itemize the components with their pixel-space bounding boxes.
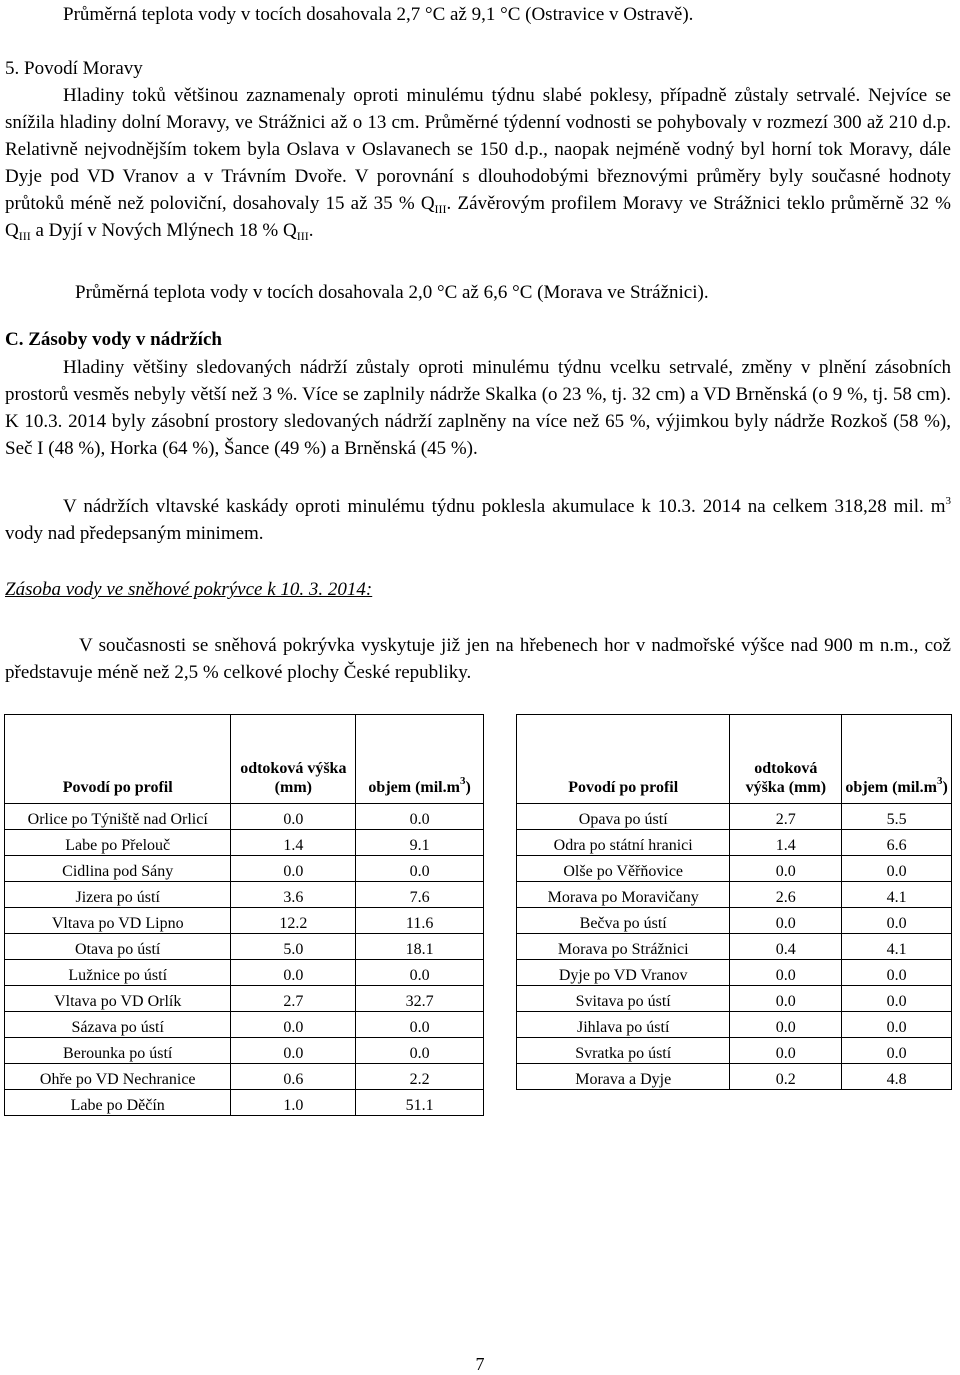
table-row bbox=[5, 934, 484, 960]
cell-basin: Morava a Dyje bbox=[517, 1064, 730, 1090]
cell-runoff: 12.2 bbox=[231, 908, 356, 934]
cell-basin: Opava po ústí bbox=[517, 804, 730, 830]
cell-basin: Dyje po VD Vranov bbox=[517, 960, 730, 986]
table-header-row bbox=[517, 715, 952, 804]
cell-volume: 0.0 bbox=[356, 960, 484, 986]
cell-runoff: 0.0 bbox=[730, 908, 842, 934]
header-volume: objem $(mil.m^3)$ bbox=[842, 715, 952, 804]
cell-runoff: 2.7 bbox=[730, 804, 842, 830]
temperature-note-morava: Průměrná teplota vody v tocích dosahovala 2,0 °C až 6,6 °C (Morava ve Strážnici). bbox=[75, 282, 709, 303]
cell-runoff: 5.0 bbox=[231, 934, 356, 960]
table-row bbox=[517, 960, 952, 986]
cell-volume: 51.1 bbox=[356, 1090, 484, 1116]
cell-volume: 0.0 bbox=[356, 1012, 484, 1038]
header-basin: Povodí po profil bbox=[517, 715, 730, 804]
table-row bbox=[517, 856, 952, 882]
cell-runoff: 1.4 bbox=[231, 830, 356, 856]
snow-paragraph: V současnosti se sněhová pokrývka vyskytuje již jen na hřebenech hor v nadmořské výšce nad 900 m n.m., což představuje méně než 2,5 % celkové plochy České republiky. bbox=[5, 635, 951, 683]
table-row bbox=[5, 856, 484, 882]
cell-runoff: 0.0 bbox=[730, 960, 842, 986]
cell-basin: Jihlava po ústí bbox=[517, 1012, 730, 1038]
table-row bbox=[517, 1012, 952, 1038]
table-row bbox=[5, 1038, 484, 1064]
table-row bbox=[5, 830, 484, 856]
cell-basin: Lužnice po ústí bbox=[5, 960, 231, 986]
cell-runoff: 0.6 bbox=[231, 1064, 356, 1090]
table-row bbox=[5, 804, 484, 830]
cell-runoff: 0.4 bbox=[730, 934, 842, 960]
cell-runoff: 0.2 bbox=[730, 1064, 842, 1090]
table-row bbox=[517, 1038, 952, 1064]
header-runoff: odtoková výška (mm) bbox=[231, 715, 356, 804]
cell-volume: 18.1 bbox=[356, 934, 484, 960]
header-runoff: odtoková výška (mm) bbox=[730, 715, 842, 804]
cell-runoff: 2.6 bbox=[730, 882, 842, 908]
cell-runoff: 1.4 bbox=[730, 830, 842, 856]
cell-volume: 0.0 bbox=[842, 1038, 952, 1064]
section-heading-reservoirs: C. Zásoby vody v nádržích bbox=[5, 329, 222, 350]
table-row bbox=[5, 960, 484, 986]
table-row bbox=[5, 1090, 484, 1116]
cell-basin: Sázava po ústí bbox=[5, 1012, 231, 1038]
cell-volume: 0.0 bbox=[356, 804, 484, 830]
snow-table-right bbox=[516, 714, 952, 1090]
cell-volume: 9.1 bbox=[356, 830, 484, 856]
cell-basin: Orlice po Týniště nad Orlicí bbox=[5, 804, 231, 830]
cell-runoff: 0.0 bbox=[231, 856, 356, 882]
cell-runoff: 0.0 bbox=[231, 1038, 356, 1064]
cell-basin: Otava po ústí bbox=[5, 934, 231, 960]
cell-basin: Svratka po ústí bbox=[517, 1038, 730, 1064]
table-row bbox=[517, 1064, 952, 1090]
cell-volume: 4.1 bbox=[842, 882, 952, 908]
cell-runoff: 0.0 bbox=[730, 1038, 842, 1064]
page-number: 7 bbox=[475, 1354, 485, 1374]
snow-heading: Zásoba vody ve sněhové pokrývce k 10. 3. 2014: bbox=[5, 579, 373, 600]
cell-volume: 4.1 bbox=[842, 934, 952, 960]
cell-basin: Vltava po VD Orlík bbox=[5, 986, 231, 1012]
cell-runoff: 0.0 bbox=[730, 986, 842, 1012]
cell-runoff: 2.7 bbox=[231, 986, 356, 1012]
header-basin: Povodí po profil bbox=[5, 715, 231, 804]
morava-paragraph: Hladiny toků většinou zaznamenaly oproti minulému týdnu slabé poklesy, případně zůstaly setrvalé. Nejvíce se snížila hladiny dolní Moravy, ve Strážnici až o 13 cm. Průměrné týdenní vodnosti se pohybovaly v rozmezí 300 až 210 d.p. Relativně nejvodnějším tokem byla Oslava v Oslavanech se 150 d.p., naopak nejméně vodný byl horní tok Moravy, dále Dyje pod VD Vranov a v Trávním Dvoře. V porovnání s dlouhodobými březnovými průměry byly současné hodnoty průtoků méně než poloviční, dosahovaly 15 až 35 % $Q_{III}$. Závěrovým profilem Moravy ve Strážnici teklo průměrně 32 % $Q_{III}$ a Dyjí v Nových Mlýnech 18 % $Q_{III}$. bbox=[5, 85, 951, 243]
cell-basin: Odra po státní hranici bbox=[517, 830, 730, 856]
cell-volume: 0.0 bbox=[842, 1012, 952, 1038]
cell-basin: Morava po Moravičany bbox=[517, 882, 730, 908]
cell-runoff: 0.0 bbox=[231, 960, 356, 986]
cell-basin: Olše po Věřňovice bbox=[517, 856, 730, 882]
cell-basin: Morava po Strážnici bbox=[517, 934, 730, 960]
cell-runoff: 0.0 bbox=[231, 1012, 356, 1038]
table-row bbox=[5, 908, 484, 934]
cell-basin: Svitava po ústí bbox=[517, 986, 730, 1012]
cell-runoff: 3.6 bbox=[231, 882, 356, 908]
table-row bbox=[5, 1064, 484, 1090]
cell-volume: 6.6 bbox=[842, 830, 952, 856]
cell-volume: 0.0 bbox=[356, 1038, 484, 1064]
cell-volume: 0.0 bbox=[356, 856, 484, 882]
header-volume: objem $(mil.m^3)$ bbox=[356, 715, 484, 804]
cell-basin: Labe po Děčín bbox=[5, 1090, 231, 1116]
cell-volume: 32.7 bbox=[356, 986, 484, 1012]
cell-basin: Bečva po ústí bbox=[517, 908, 730, 934]
cell-basin: Jizera po ústí bbox=[5, 882, 231, 908]
cell-basin: Berounka po ústí bbox=[5, 1038, 231, 1064]
table-row bbox=[517, 804, 952, 830]
snow-table-left bbox=[4, 714, 484, 1116]
cell-volume: 0.0 bbox=[842, 986, 952, 1012]
table-row bbox=[517, 830, 952, 856]
cell-volume: 11.6 bbox=[356, 908, 484, 934]
table-row bbox=[517, 908, 952, 934]
vltava-cascade-paragraph: V nádržích vltavské kaskády oproti minulému týdnu poklesla akumulace k 10.3. 2014 na celkem 318,28 mil. $m^3$ vody nad předepsaným minimem. bbox=[5, 495, 951, 544]
cell-basin: Vltava po VD Lipno bbox=[5, 908, 231, 934]
cell-basin: Ohře po VD Nechranice bbox=[5, 1064, 231, 1090]
table-row bbox=[5, 1012, 484, 1038]
table-row bbox=[5, 882, 484, 908]
cell-runoff: 0.0 bbox=[730, 1012, 842, 1038]
cell-volume: 0.0 bbox=[842, 908, 952, 934]
cell-volume: 4.8 bbox=[842, 1064, 952, 1090]
cell-runoff: 1.0 bbox=[231, 1090, 356, 1116]
section-heading-morava: 5. Povodí Moravy bbox=[5, 58, 143, 79]
cell-volume: 7.6 bbox=[356, 882, 484, 908]
temperature-note-odra: Průměrná teplota vody v tocích dosahovala 2,7 °C až 9,1 °C (Ostravice v Ostravě). bbox=[63, 4, 694, 25]
cell-runoff: 0.0 bbox=[231, 804, 356, 830]
cell-volume: 0.0 bbox=[842, 960, 952, 986]
table-row bbox=[517, 882, 952, 908]
cell-runoff: 0.0 bbox=[730, 856, 842, 882]
cell-basin: Labe po Přelouč bbox=[5, 830, 231, 856]
table-header-row bbox=[5, 715, 484, 804]
table-row bbox=[517, 934, 952, 960]
table-row bbox=[517, 986, 952, 1012]
cell-volume: 5.5 bbox=[842, 804, 952, 830]
cell-basin: Cidlina pod Sány bbox=[5, 856, 231, 882]
reservoirs-paragraph: Hladiny většiny sledovaných nádrží zůstaly oproti minulému týdnu vcelku setrvalé, změny v plnění zásobních prostorů vesměs nebyly větší než 3 %. Více se zaplnily nádrže Skalka (o 23 %, tj. 32 cm) a VD Brněnská (o 9 %, tj. 58 cm). K 10.3. 2014 byly zásobní prostory sledovaných nádrží zaplněny na více než 65 %, výjimkou byly nádrže Rozkoš (58 %), Seč I (48 %), Horka (64 %), Šance (49 %) a Brněnská (45 %). bbox=[5, 357, 951, 459]
cell-volume: 0.0 bbox=[842, 856, 952, 882]
table-row bbox=[5, 986, 484, 1012]
cell-volume: 2.2 bbox=[356, 1064, 484, 1090]
